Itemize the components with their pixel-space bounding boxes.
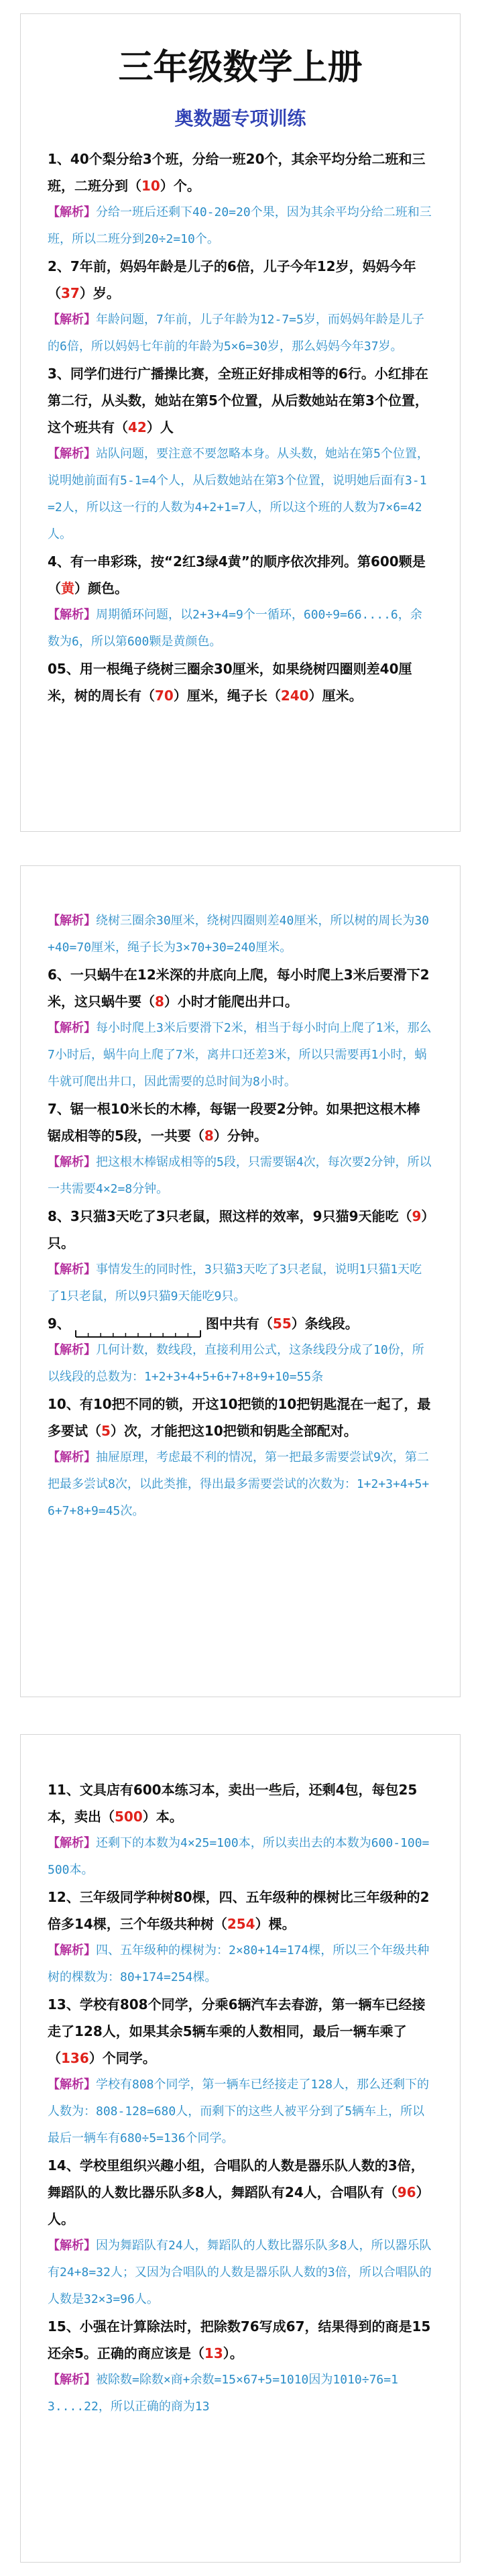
question-9: 9、 图中共有（55）条线段。 [48,1310,433,1337]
question-14: 14、学校里组织兴趣小组，合唱队的人数是器乐队人数的3倍，舞蹈队的人数比器乐队多8人，舞蹈队有24人，合唱队有（96）人。 [48,2157,430,2227]
question-5: 05、用一根绳子绕树三圈余30厘米，如果绕树四圈则差40厘米，树的周长有（70）厘米，绳子长（240）厘米。 [48,661,412,704]
explanation-3: 【解析】站队问题，要注意不要忽略本身。从头数，她站在第5个位置，说明她前面有5-1=4个人，从后数她站在第3个位置，说明她后面有3-1=2人，所以这一行的人数为4+2+1=7人，所以这个班的人数为7×6=42人。 [48,447,429,541]
answer-6: 8 [155,994,164,1010]
answer-3: 42 [128,419,147,435]
worksheet-page-3 [20,1734,461,2563]
explanation-2: 【解析】年龄问题，7年前，儿子年龄为12-7=5岁，而妈妈年龄是儿子的6倍，所以妈妈七年前的年龄为5×6=30岁，那么妈妈今年37岁。 [48,313,424,354]
answer-5a: 70 [155,688,174,704]
explanation-8: 【解析】事情发生的同时性，3只猫3天吃了3只老鼠，说明1只猫1天吃了1只老鼠，所以9只猫9天能吃9只。 [48,1263,422,1303]
explanation-tag: 【解析】 [48,1263,96,1277]
answer-14: 96 [397,2184,416,2200]
explanation-6: 【解析】每小时爬上3米后要滑下2米，相当于每小时向上爬了1米，那么7小时后，蜗牛向上爬了7米，离井口还差3米，所以只需要再1小时，蜗牛就可爬出井口，因此需要的总时间为8小时。 [48,1021,432,1089]
explanation-tag: 【解析】 [48,2373,96,2387]
question-11: 11、文具店有600本练习本，卖出一些后，还剩4包，每包25本，卖出（500）本。 [48,1782,418,1825]
answer-7: 8 [204,1128,214,1144]
explanation-tag: 【解析】 [48,1155,96,1169]
question-2: 2、7年前，妈妈年龄是儿子的6倍，儿子今年12岁，妈妈今年（37）岁。 [48,258,416,301]
line-segment-svg [74,1329,202,1338]
answer-9: 55 [272,1316,292,1332]
explanation-7: 【解析】把这根木棒锯成相等的5段，只需要锯4次，每次要2分钟，所以一共需要4×2=8分钟。 [48,1155,432,1196]
answer-8: 9 [412,1208,422,1224]
answer-15: 13 [204,2345,223,2361]
answer-12: 254 [227,1916,255,1932]
explanation-13: 【解析】学校有808个同学，第一辆车已经接走了128人，那么还剩下的人数为：808-128=680人，而剩下的这些人被平分到了5辆车上，所以最后一辆车有680÷5=136个同学。 [48,2078,430,2145]
explanation-11: 【解析】还剩下的本数为4×25=100本，所以卖出去的本数为600-100=500本。 [48,1836,430,1877]
question-10: 10、有10把不同的锁，开这10把锁的10把钥匙混在一起了，最多要试（5）次，才能把这10把锁和钥匙全部配对。 [48,1396,431,1439]
explanation-tag: 【解析】 [48,313,96,327]
answer-11: 500 [115,1809,143,1825]
question-list [48,146,433,709]
line-segment-figure [74,1320,202,1330]
answer-4: 黄 [61,580,74,596]
explanation-tag: 【解析】 [48,1943,96,1957]
question-3: 3、同学们进行广播操比赛，全班正好排成相等的6行。小红排在第二行，从头数，她站在第5个位置，从后数她站在第3个位置，这个班共有（42）人 [48,366,428,435]
explanation-tag: 【解析】 [48,1021,96,1035]
explanation-tag: 【解析】 [48,1450,96,1464]
explanation-5: 【解析】绕树三圈余30厘米，绕树四圈则差40厘米，所以树的周长为30+40=70厘米，绳子长为3×70+30=240厘米。 [48,914,430,955]
page-subtitle: 奥数题专项训练 [174,107,306,129]
worksheet-page-1 [20,13,461,832]
question-13: 13、学校有808个同学，分乘6辆汽车去春游，第一辆车已经接走了128人，如果其余5辆车乘的人数相同，最后一辆车乘了（136）个同学。 [48,1996,426,2066]
question-list [48,1735,433,2420]
question-4: 4、有一串彩珠，按“2红3绿4黄”的顺序依次排列。第600颗是（黄）颜色。 [48,553,426,596]
explanation-14: 【解析】因为舞蹈队有24人，舞蹈队的人数比器乐队多8人，所以器乐队有24+8=32人；又因为合唱队的人数是器乐队人数的3倍，所以合唱队的人数是32×3=96人。 [48,2239,432,2306]
explanation-9: 【解析】几何计数，数线段，直接利用公式，这条线段分成了10份，所以线段的总数为：1+2+3+4+5+6+7+8+9+10=55条 [48,1343,424,1384]
explanation-tag: 【解析】 [48,205,96,219]
answer-2: 37 [61,285,80,301]
explanation-tag: 【解析】 [48,1836,96,1850]
worksheet-page-2 [20,865,461,1697]
explanation-tag: 【解析】 [48,2078,96,2092]
answer-1: 10 [141,178,160,194]
explanation-12: 【解析】四、五年级种的棵树为：2×80+14=174棵，所以三个年级共种树的棵数为：80+174=254棵。 [48,1943,430,1984]
explanation-tag: 【解析】 [48,914,96,928]
explanation-4: 【解析】周期循环问题，以2+3+4=9个一循环，600÷9=66....6，余数为6，所以第600颗是黄颜色。 [48,608,422,649]
explanation-10: 【解析】抽屉原理，考虑最不利的情况，第一把最多需要尝试9次，第二把最多尝试8次，以此类推，得出最多需要尝试的次数为：1+2+3+4+5+6+7+8+9=45次。 [48,1450,430,1518]
answer-5b: 240 [280,688,309,704]
question-8: 8、3只猫3天吃了3只老鼠，照这样的效率，9只猫9天能吃（9）只。 [48,1208,428,1251]
page-title: 三年级数学上册 [118,48,363,88]
explanation-tag: 【解析】 [48,1343,96,1357]
question-list [48,866,433,1525]
question-6: 6、一只蜗牛在12米深的井底向上爬，每小时爬上3米后要滑下2米，这只蜗牛要（8）小时才能爬出井口。 [48,967,430,1010]
question-12: 12、三年级同学种树80棵，四、五年级种的棵树比三年级种的2倍多14棵，三个年级共种树（254）棵。 [48,1889,430,1932]
explanation-1: 【解析】分给一班后还剩下40-20=20个果，因为其余平均分给二班和三班，所以二班分到20÷2=10个。 [48,205,432,246]
explanation-15: 【解析】被除数=除数×商+余数=15×67+5=1010因为1010÷76=13....22，所以正确的商为13 [48,2373,398,2414]
explanation-tag: 【解析】 [48,2239,96,2253]
question-15: 15、小强在计算除法时，把除数76写成67，结果得到的商是15还余5。正确的商应该是（13）。 [48,2318,431,2361]
question-1: 1、40个梨分给3个班，分给一班20个，其余平均分给二班和三班，二班分到（10）个。 [48,151,426,194]
question-7: 7、锯一根10米长的木棒，每锯一段要2分钟。如果把这根木棒锯成相等的5段，一共要（8）分钟。 [48,1101,420,1144]
answer-10: 5 [101,1423,111,1439]
explanation-tag: 【解析】 [48,447,96,461]
answer-13: 136 [61,2050,89,2066]
explanation-tag: 【解析】 [48,608,96,622]
